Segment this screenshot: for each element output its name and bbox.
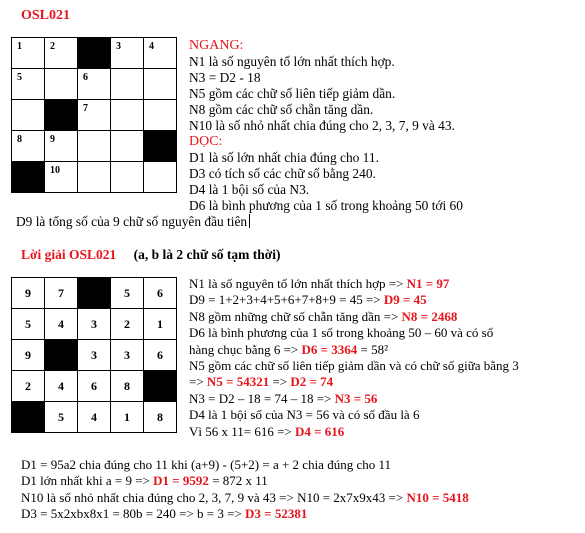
grid-row [12,131,177,162]
cell-number: 8 [17,134,22,145]
solution-grid-cell [144,309,177,340]
bottom_lines-answer: D1 = 9592 [149,473,209,489]
grid-cell [144,69,177,100]
solution_lines-text: D9 = 1+2+3+4+5+6+7+8+9 = 45 => [189,292,381,308]
bottom_lines-line [21,457,469,473]
grid-cell [111,100,144,131]
bottom_lines-line [21,506,469,522]
solution-grid-black-cell [12,402,45,433]
solution-grid-cell [78,371,111,402]
bottom_lines-line [21,490,469,506]
down-heading: DỌC: [189,134,223,149]
cell-number: 5 [17,72,22,83]
down-clue: D6 là bình phương của 1 số trong khoảng 50 tới 60 [189,198,463,213]
grid-cell [45,131,78,162]
bottom_lines-text: N10 là số nhỏ nhất chia đúng cho 2, 3, 7, 9 và 43 => N10 = 2x7x9x43 => [21,489,404,505]
across-clue: N10 là số nhỏ nhất chia đúng cho 2, 3, 7, 9 và 43. [189,118,455,133]
puzzle-title: OSL021 [21,8,71,23]
bottom_lines-text: D1 lớn nhất khi a = 9 => [21,473,150,489]
grid-black-cell [144,131,177,162]
solution-grid-cell [12,340,45,371]
solution_lines-answer: N8 = 2468 [398,308,458,324]
cell-digit: 3 [91,348,97,362]
d9-clue [16,214,250,230]
across-clue: N5 gồm các chữ số liên tiếp giảm dần. [189,86,396,101]
across-heading: NGANG: [189,38,244,53]
solution_lines-text: Vì 56 x 11= 616 => [189,423,292,439]
grid-cell [45,69,78,100]
solution-derivations [21,457,469,523]
cell-digit: 5 [25,317,31,331]
cell-digit: 6 [157,286,163,300]
cell-digit: 5 [124,286,130,300]
bottom_lines-text: D3 = 5x2xbx8x1 = 80b = 240 => b = 3 => [21,506,242,522]
solution_lines-answer: D2 = 74 [287,374,334,390]
solution_lines-text: N8 gồm những chữ số chẵn tăng dần => [189,308,399,324]
cell-digit: 1 [124,410,130,424]
text-cursor [249,214,250,228]
solution-grid-black-cell [45,340,78,371]
solution-grid-cell [111,309,144,340]
down-clue: D4 là 1 bội số của N3. [189,182,310,197]
cell-digit: 6 [91,379,97,393]
solution-grid-black-cell [144,371,177,402]
solution-explanation [189,276,519,440]
solution_lines-answer: N3 = 56 [331,390,378,406]
solution-grid-row [12,340,177,371]
bottom_lines-line [21,473,469,489]
solution-grid-cell [111,402,144,433]
solution_lines-answer: N1 = 97 [403,276,450,291]
d9-clue-text: D9 là tổng số của 9 chữ số nguyên đầu tiên [16,214,248,229]
across-clue: N3 = D2 - 18 [189,70,261,85]
cell-digit: 3 [91,317,97,331]
grid-cell [12,131,45,162]
grid-black-cell [12,162,45,193]
solution_lines-text: D6 là bình phương của 1 số trong khoảng 50 – 60 và có số [189,325,494,341]
cell-digit: 2 [25,379,31,393]
cell-digit: 6 [157,348,163,362]
solution_lines-text: hàng chục bằng 6 => [189,341,299,357]
grid-cell [78,162,111,193]
solution_lines-text: N1 là số nguyên tố lớn nhất thích hợp => [189,276,404,291]
solution-grid-cell [78,340,111,371]
solution-grid-cell [111,371,144,402]
solution_lines-text: D4 là 1 bội số của N3 = 56 và có số đầu là 6 [189,407,420,423]
bottom_lines-text: = 872 x 11 [208,473,268,489]
grid-cell [45,38,78,69]
cell-digit: 4 [91,410,97,424]
grid-cell [12,69,45,100]
solution-grid-cell [144,402,177,433]
cell-number: 4 [149,41,154,52]
solution_lines-line [189,342,519,358]
solution_lines-text: N3 = D2 – 18 = 74 – 18 => [189,390,332,406]
solution_lines-line [189,292,519,308]
down-clue: D1 là số lớn nhất chia đúng cho 11. [189,150,379,165]
solution_lines-line [189,309,519,325]
grid-cell [111,131,144,162]
cell-digit: 8 [157,410,163,424]
bottom_lines-answer: D3 = 52381 [241,506,308,522]
solution_lines-line [189,358,519,374]
cell-number: 7 [83,103,88,114]
solution_lines-text: => [269,374,288,390]
grid-black-cell [45,100,78,131]
cell-number: 1 [17,41,22,52]
solution-grid-cell [78,309,111,340]
grid-row [12,162,177,193]
grid-cell [78,69,111,100]
solution-note: (a, b là 2 chữ số tạm thời) [133,247,281,262]
crossword-grid [11,37,177,193]
cell-number: 10 [50,165,60,176]
grid-row [12,69,177,100]
grid-cell [78,100,111,131]
grid-row [12,38,177,69]
solution-grid-row [12,371,177,402]
solution-grid-cell [45,402,78,433]
solution-grid-cell [45,278,78,309]
solution-grid-cell [111,340,144,371]
across-clue: N1 là số nguyên tố lớn nhất thích hợp. [189,54,395,69]
solution-header [21,247,280,263]
solution-grid-cell [12,278,45,309]
solution-title: Lời giải OSL021 [21,247,117,262]
bottom_lines-text: D1 = 95a2 chia đúng cho 11 khi (a+9) - (5+2) = a + 2 chia đúng cho 11 [21,457,391,472]
grid-cell [111,69,144,100]
solution_lines-line [189,276,519,292]
clues-panel [189,38,463,214]
grid-cell [12,100,45,131]
solution_lines-text: = 58² [357,341,389,357]
solution-grid-row [12,402,177,433]
cell-digit: 9 [25,286,31,300]
solution_lines-line [189,374,519,390]
cell-digit: 4 [58,317,64,331]
cell-number: 6 [83,72,88,83]
cell-digit: 9 [25,348,31,362]
cell-digit: 8 [124,379,130,393]
solution-grid-cell [12,309,45,340]
grid-cell [111,38,144,69]
solution_lines-line [189,424,519,440]
solution_lines-answer: D9 = 45 [380,292,427,308]
cell-digit: 2 [124,317,130,331]
grid-cell [144,162,177,193]
solution_lines-text: => [189,374,204,390]
grid-cell [111,162,144,193]
down-clue: D3 có tích số các chữ số bằng 240. [189,166,376,181]
solution-grid-cell [144,340,177,371]
solution-grid-cell [144,278,177,309]
solution_lines-text: N5 gồm các chữ số liên tiếp giảm dần và có chữ số giữa bằng 3 [189,358,519,374]
solution_lines-line [189,325,519,341]
solution-grid [11,277,177,433]
solution-grid-cell [45,309,78,340]
bottom_lines-answer: N10 = 5418 [403,489,469,505]
solution-grid-row [12,309,177,340]
cell-number: 2 [50,41,55,52]
grid-cell [45,162,78,193]
solution-grid-cell [111,278,144,309]
solution_lines-answer: D4 = 616 [291,423,345,439]
cell-digit: 5 [58,410,64,424]
solution-grid-cell [78,402,111,433]
grid-cell [144,38,177,69]
solution-grid-cell [12,371,45,402]
cell-digit: 7 [58,286,64,300]
solution-grid-cell [45,371,78,402]
solution_lines-answer: D6 = 3364 [298,341,358,357]
across-clue: N8 gồm các chữ số chẵn tăng dần. [189,102,374,117]
grid-black-cell [78,38,111,69]
solution_lines-line [189,391,519,407]
cell-digit: 1 [157,317,163,331]
cell-number: 3 [116,41,121,52]
solution_lines-answer: N5 = 54321 [203,374,270,390]
cell-digit: 3 [124,348,130,362]
solution_lines-line [189,407,519,423]
grid-row [12,100,177,131]
grid-cell [78,131,111,162]
grid-cell [12,38,45,69]
solution-grid-row [12,278,177,309]
solution-grid-black-cell [78,278,111,309]
grid-cell [144,100,177,131]
cell-number: 9 [50,134,55,145]
cell-digit: 4 [58,379,64,393]
